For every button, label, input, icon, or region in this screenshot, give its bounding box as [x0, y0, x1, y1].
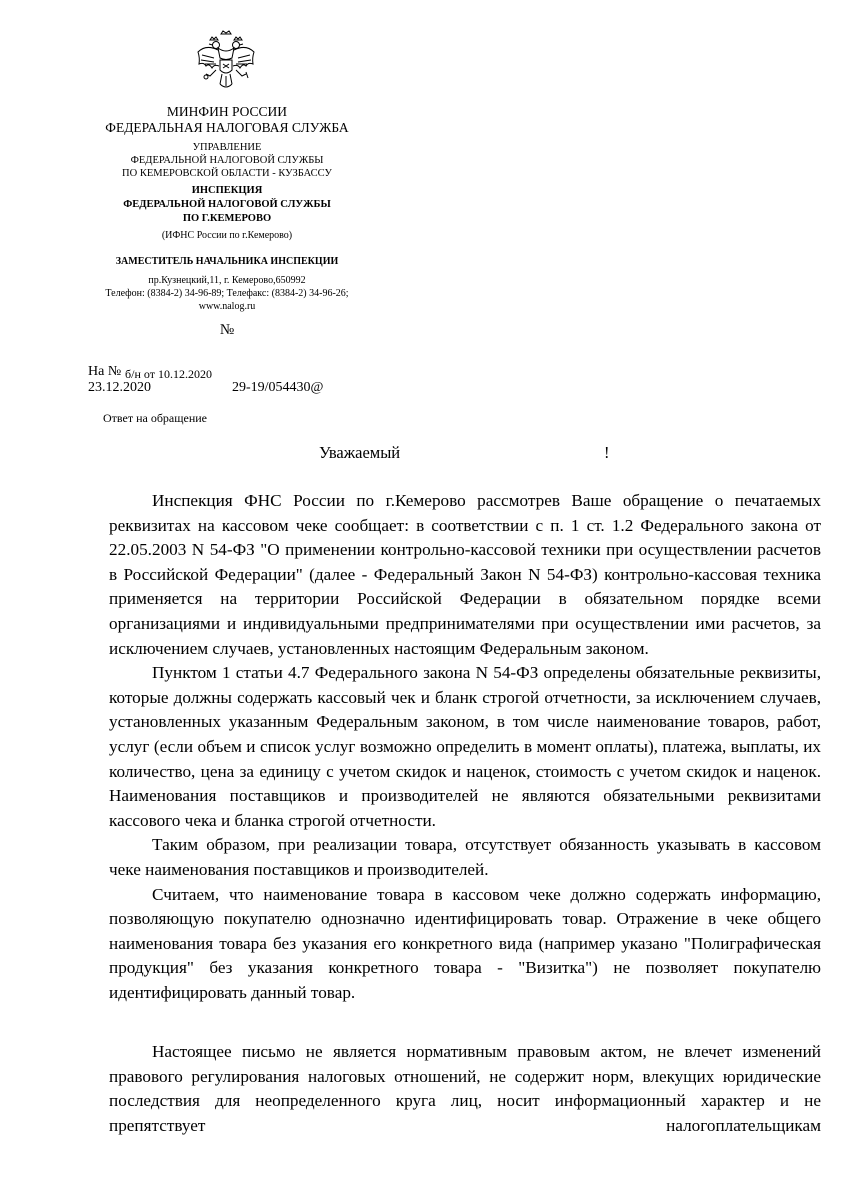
body-paragraph: Считаем, что наименование товара в кассовом чеке должно содержать информацию, позволяющую покупателю однозначно идентифицировать товар. Отражение в чеке общего наименования товара без указания его конкретного вида (например указано "Полиграфическая продукция" без указания конкретного товара - "Визитка") не позволяет покупателю идентифицировать данный товар. [109, 884, 821, 1002]
outgoing-number: 29-19/054430@ [232, 380, 324, 395]
website-line: www.nalog.ru [198, 301, 256, 312]
inspection-short-name: (ИФНС России по г.Кемерово) [161, 230, 293, 241]
service-name: ФЕДЕРАЛЬНАЯ НАЛОГОВАЯ СЛУЖБА [105, 120, 349, 135]
coat-of-arms-icon [194, 30, 258, 98]
body-paragraph: Пунктом 1 статьи 4.7 Федерального закона N 54-ФЗ определены обязательные реквизиты, которые должны содержать кассовый чек и бланк строгой отчетности, за исключением случаев, установленных указанным Федеральным законом, в том числе наименование товаров, работ, услуг (если объем и список услуг возможно определить в момент оплаты), платежа, выплаты, их количество, цена за единицу с учетом скидок и наценок, стоимость с учетом скидок и наценок. Наименования поставщиков и производителей не являются обязательными реквизитами кассового чека и бланка строгой отчетности. [109, 663, 821, 830]
body-paragraph: Инспекция ФНС России по г.Кемерово рассмотрев Ваше обращение о печатаемых реквизитах на кассовом чеке сообщает: в соответствии с п. 1 ст. 1.2 Федерального закона от 22.05.2003 N 54-ФЗ "О применении контрольно-кассовой техники при осуществлении расчетов в Российской Федерации" (далее - Федеральный Закон N 54-ФЗ) контрольно-кассовая техника применяется на территории Российской Федерации в обязательном порядке всеми организациями и индивидуальными предпринимателями при осуществлении ими расчетов, за исключением случаев, установленных настоящим Федеральным законом. [109, 491, 821, 658]
greeting-exclamation: ! [604, 443, 610, 462]
department-line: УПРАВЛЕНИЕ [192, 142, 262, 153]
letter-subject: Ответ на обращение [103, 411, 207, 425]
inspection-line: ФЕДЕРАЛЬНОЙ НАЛОГОВОЙ СЛУЖБЫ [123, 199, 331, 210]
number-sign: № [219, 322, 235, 338]
department-line: ПО КЕМЕРОВСКОЙ ОБЛАСТИ - КУЗБАССУ [122, 168, 332, 179]
body-paragraph: Таким образом, при реализации товара, отсутствует обязанность указывать в кассовом чеке наименования поставщиков и производителей. [109, 835, 821, 879]
inspection-line: ИНСПЕКЦИЯ [191, 185, 263, 196]
inspection-block [40, 184, 414, 226]
body-paragraph: Настоящее письмо не является нормативным правовым актом, не влечет изменений правового регулирования налоговых отношений, не содержит норм, влекущих юридические последствия для неопределенного круга лиц, носит информационный характер и не препятствует налогоплательщикам [109, 1042, 821, 1135]
ministry-name: МИНФИН РОССИИ [166, 104, 288, 119]
deputy-title: ЗАМЕСТИТЕЛЬ НАЧАЛЬНИКА ИНСПЕКЦИИ [115, 256, 339, 267]
reply-to-reference: б/н от 10.12.2020 [125, 367, 212, 381]
department-block [40, 141, 414, 180]
greeting-word: Уважаемый [319, 443, 401, 462]
department-line: ФЕДЕРАЛЬНОЙ НАЛОГОВОЙ СЛУЖБЫ [130, 155, 324, 166]
reply-to-label: На № [88, 364, 122, 379]
letter-date: 23.12.2020 [88, 380, 151, 395]
inspection-line: ПО Г.КЕМЕРОВО [182, 213, 272, 224]
phone-line: Телефон: (8384-2) 34-96-89; Телефакс: (8384-2) 34-96-26; [105, 288, 349, 299]
address-block [40, 274, 414, 313]
letter-body-disclaimer [109, 1040, 821, 1138]
letter-body [109, 489, 821, 1005]
address-line: пр.Кузнецкий,11, г. Кемерово,650992 [148, 275, 306, 286]
